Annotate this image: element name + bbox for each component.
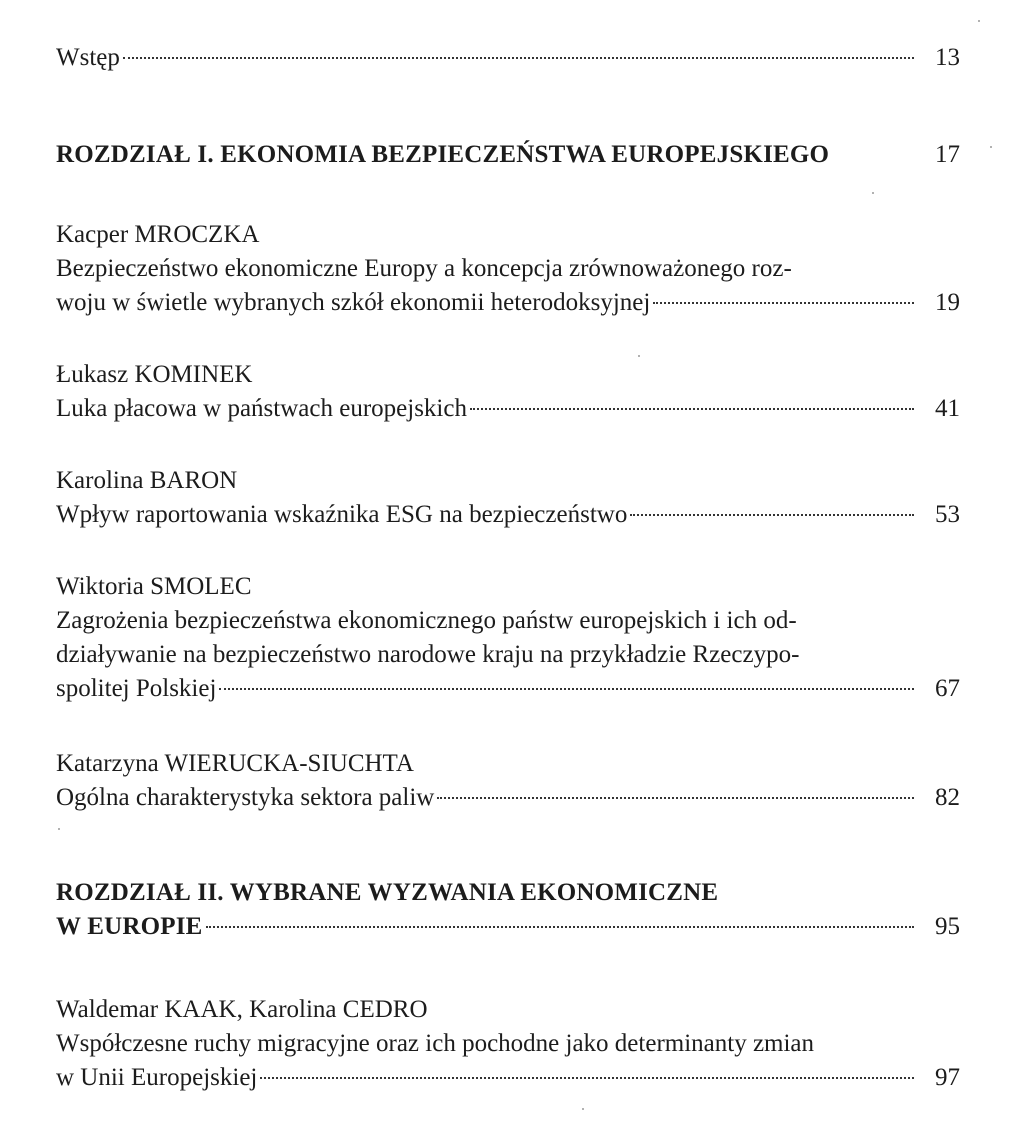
toc-entry: [56, 464, 960, 532]
entry-title-line: woju w świetle wybranych szkół ekonomii heterodoksyjnej: [56, 289, 651, 316]
entry-title-line: działywanie na bezpieczeństwo narodowe kraju na przykładzie Rzeczypo-: [56, 641, 800, 668]
entry-page: 67: [935, 675, 960, 702]
intro-page: 13: [935, 44, 960, 71]
toc-entry: [56, 570, 960, 706]
entry-page: 97: [935, 1064, 960, 1091]
entry-page: 53: [935, 501, 960, 528]
entry-title-line: Zagrożenia bezpieczeństwa ekonomicznego państw europejskich i ich od-: [56, 607, 797, 634]
entry-page: 82: [935, 784, 960, 811]
chapter-1-page: 17: [935, 141, 960, 168]
toc-entry: [56, 993, 960, 1095]
entry-author: Karolina BARON: [56, 467, 238, 494]
scan-speck: [990, 146, 992, 148]
dot-leader: [206, 926, 914, 928]
chapter-2-title-line: ROZDZIAŁ II. WYBRANE WYZWANIA EKONOMICZNE: [56, 879, 719, 906]
toc-chapter-2: [56, 876, 960, 944]
entry-title-line: w Unii Europejskiej: [56, 1064, 258, 1091]
scan-speck: [872, 192, 874, 194]
toc-chapter-1: [56, 138, 960, 172]
toc-entry: [56, 358, 960, 426]
entry-author: Katarzyna WIERUCKA-SIUCHTA: [56, 750, 414, 777]
toc-entry: [56, 747, 960, 815]
scan-speck: [582, 1108, 584, 1110]
dot-leader: [470, 408, 914, 410]
entry-author: Kacper MROCZKA: [56, 221, 260, 248]
toc-intro: [56, 41, 960, 75]
entry-title-line: Wpływ raportowania wskaźnika ESG na bezpieczeństwo: [56, 501, 628, 528]
entry-author: Wiktoria SMOLEC: [56, 573, 252, 600]
intro-title: Wstęp: [56, 44, 120, 71]
entry-page: 41: [935, 395, 960, 422]
entry-title-line: Bezpieczeństwo ekonomiczne Europy a koncepcja zrównoważonego roz-: [56, 255, 792, 282]
entry-author: Waldemar KAAK, Karolina CEDRO: [56, 996, 428, 1023]
dot-leader: [219, 688, 914, 690]
dot-leader: [437, 797, 914, 799]
chapter-1-title: ROZDZIAŁ I. EKONOMIA BEZPIECZEŃSTWA EUROPEJSKIEGO: [56, 141, 830, 168]
entry-title-line: Ogólna charakterystyka sektora paliw: [56, 784, 435, 811]
dot-leader: [653, 302, 914, 304]
dot-leader: [260, 1077, 914, 1079]
chapter-2-title-line: W EUROPIE: [56, 913, 203, 940]
scan-speck: [638, 355, 640, 357]
entry-author: Łukasz KOMINEK: [56, 361, 253, 388]
chapter-2-page: 95: [935, 913, 960, 940]
toc-entry: [56, 218, 960, 320]
dot-leader: [630, 514, 914, 516]
scan-speck: [58, 828, 60, 830]
scan-speck: [978, 20, 980, 22]
dot-leader: [123, 57, 914, 59]
entry-title-line: spolitej Polskiej: [56, 675, 217, 702]
entry-title-line: Luka płacowa w państwach europejskich: [56, 395, 467, 422]
entry-page: 19: [935, 289, 960, 316]
entry-title-line: Współczesne ruchy migracyjne oraz ich pochodne jako determinanty zmian: [56, 1030, 815, 1057]
